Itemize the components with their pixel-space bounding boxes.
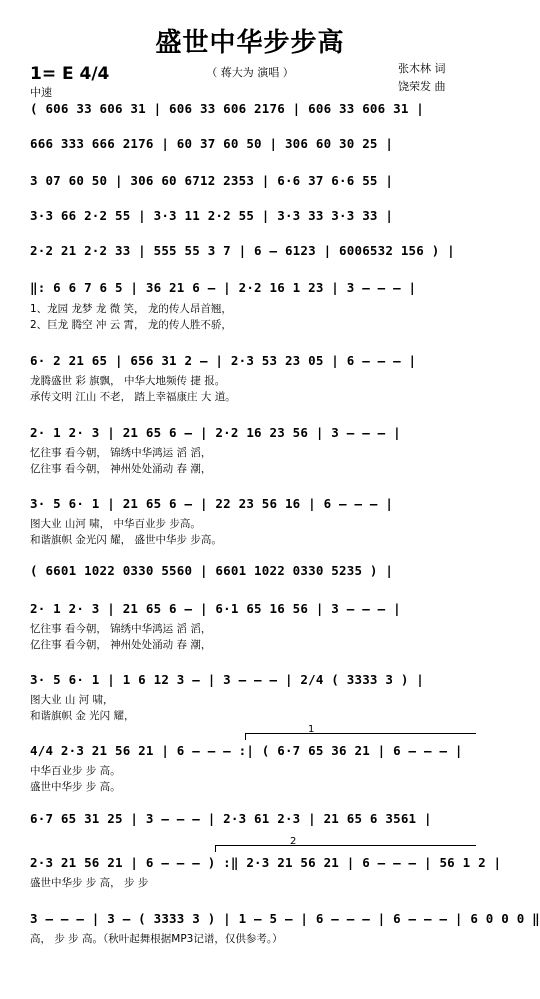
score-row: 2· 1 2· 3 | 21 65 6 — | 2·2 16 23 56 | 3 — — — | <box>30 425 401 440</box>
score-row: 3·3 66 2·2 55 | 3·3 11 2·2 55 | 3·3 33 3·3 33 | <box>30 208 394 223</box>
score-row: 2·3 21 56 21 | 6 — — — ) :‖ 2·3 21 56 21 | 6 — — — | 56 1 2 | <box>30 855 502 870</box>
score-row: 3· 5 6· 1 | 21 65 6 — | 22 23 56 16 | 6 — — — | <box>30 496 394 511</box>
lyric-line: 1、龙园 龙梦 龙 微 笑， 龙的传人昂首翘， <box>30 303 232 315</box>
lyric-line: 高， 步 步 高。（秋叶起舞根据MP3记谱，仅供参考。） <box>30 933 283 945</box>
score-row: 666 333 666 2176 | 60 37 60 50 | 306 60 30 25 | <box>30 136 394 151</box>
score-row: 2·2 21 2·2 33 | 555 55 3 7 | 6 — 6123 | 6006532 156 ) | <box>30 243 455 258</box>
volta-bracket-2 <box>215 845 476 852</box>
lyric-line: 2、巨龙 腾空 冲 云 霄， 龙的传人胜不骄， <box>30 319 232 331</box>
composer: 饶荣发 曲 <box>398 80 446 93</box>
score-row: 6·7 65 31 25 | 3 — — — | 2·3 61 2·3 | 21 65 6 3561 | <box>30 811 432 826</box>
lyric-line: 忆往事 看今朝， 锦绣中华鸿运 滔 滔， <box>30 447 212 459</box>
score-row: ( 606 33 606 31 | 606 33 606 2176 | 606 33 606 31 | <box>30 101 425 116</box>
score-row: 2· 1 2· 3 | 21 65 6 — | 6·1 65 16 56 | 3 — — — | <box>30 601 401 616</box>
lyric-line: 承传文明 江山 不老， 踏上幸福康庄 大 道。 <box>30 391 236 403</box>
lyric-line: 中华百业步 步 高。 <box>30 765 121 777</box>
score-row: 6· 2 21 65 | 656 31 2 — | 2·3 53 23 05 | 6 — — — | <box>30 353 417 368</box>
lyric-line: 盛世中华步 步 高。 <box>30 781 121 793</box>
lyric-line: 龙腾盛世 彩 旗飘， 中华大地频传 捷 报。 <box>30 375 226 387</box>
lyric-line: 和谐旗帜 金 光闪 耀， <box>30 710 135 722</box>
tempo-marking: 中速 <box>30 86 52 99</box>
lyric-line: 忆往事 看今朝， 锦绣中华鸿运 滔 滔， <box>30 623 212 635</box>
singer-line: （ 蒋大为 演唱 ） <box>206 66 294 79</box>
key-signature: 1= E 4/4 <box>30 64 110 84</box>
score-row: 3 07 60 50 | 306 60 6712 2353 | 6·6 37 6·6 55 | <box>30 173 394 188</box>
lyric-line: 亿往事 看今朝， 神州处处涌动 春 潮， <box>30 463 212 475</box>
score-row: 4/4 2·3 21 56 21 | 6 — — — :| ( 6·7 65 36 21 | 6 — — — | <box>30 743 463 758</box>
lyric-line: 和谐旗帜 金光闪 耀， 盛世中华步 步高。 <box>30 534 222 546</box>
score-row: 3· 5 6· 1 | 1 6 12 3 — | 3 — — — | 2/4 ( 3333 3 ) | <box>30 672 425 687</box>
volta-bracket-1 <box>245 733 476 740</box>
volta-number-1: 1 <box>308 724 315 735</box>
score-row: 3 — — — | 3 — ( 3333 3 ) | 1 — 5 — | 6 — — — | 6 — — — | 6 0 0 0 ‖ <box>30 911 540 926</box>
score-row: ‖: 6 6 7 6 5 | 36 21 6 — | 2·2 16 1 23 | 3 — — — | <box>30 280 417 295</box>
score-row: ( 6601 1022 0330 5560 | 6601 1022 0330 5235 ) | <box>30 563 394 578</box>
lyric-line: 盛世中华步 步 高， 步 步 <box>30 877 149 889</box>
lyricist: 张木林 词 <box>398 62 446 75</box>
volta-number-2: 2 <box>290 836 297 847</box>
lyric-line: 图大业 山 河 啸， <box>30 694 114 706</box>
lyric-line: 图大业 山河 啸， 中华百业步 步高。 <box>30 518 201 530</box>
lyric-line: 亿往事 看今朝， 神州处处涌动 春 潮， <box>30 639 212 651</box>
page-title: 盛世中华步步高 <box>155 28 345 58</box>
